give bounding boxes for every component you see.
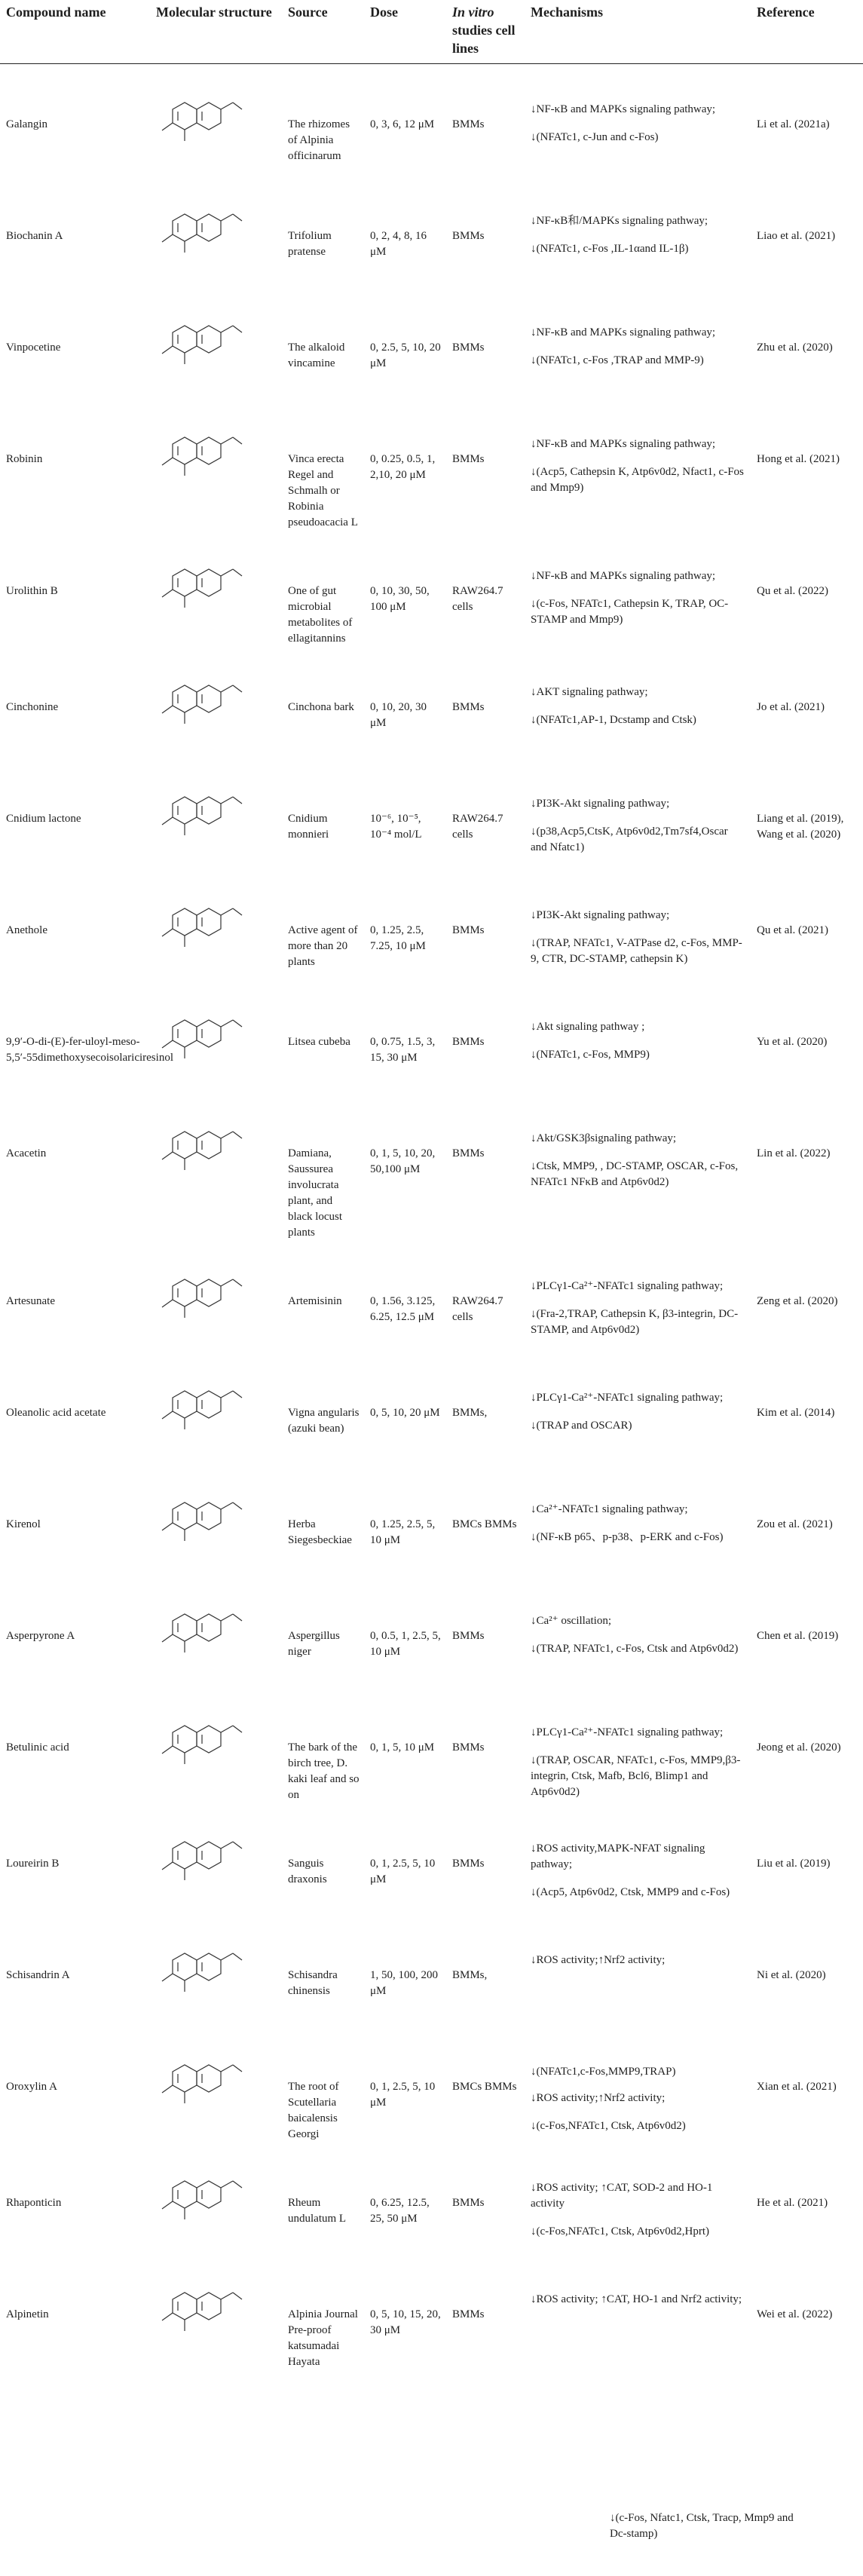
compound-name: Robinin — [6, 452, 43, 465]
compound-name: 9,9′-O-di-(E)-fer-uloyl-meso-5,5′-55dimethoxysecoisolariciresinol — [6, 1035, 173, 1064]
reference: Kim et al. (2014) — [757, 1406, 835, 1419]
mechanisms — [525, 1915, 751, 2026]
compound-name: Cinchonine — [6, 700, 59, 713]
cell-lines: BMMs — [452, 924, 485, 936]
cell-lines: RAW264.7 cells — [452, 812, 503, 841]
chemical-structure-icon — [156, 1604, 246, 1660]
source: Aspergillus niger — [288, 1629, 340, 1658]
compound-name: Cnidium lactone — [6, 812, 81, 825]
mechanism-pathway: ↓PLCγ1-Ca²⁺-NFATc1 signaling pathway; — [531, 1726, 724, 1738]
dose: 0, 5, 10, 15, 20, 30 μM — [370, 2308, 441, 2336]
mechanism-pathway: ↓Ca²⁺ oscillation; — [531, 1614, 611, 1627]
table-row — [0, 647, 863, 758]
mechanism-pathway: ↓ROS activity,MAPK-NFAT signaling pathway; — [531, 1842, 705, 1870]
compound-name: Urolithin B — [6, 584, 58, 597]
chemical-structure-icon — [156, 1270, 246, 1325]
mechanisms — [525, 647, 751, 758]
mechanism-targets: ↓(TRAP, NFATc1, V-ATPase d2, c-Fos, MMP-9, CTR, DC-STAMP, cathepsin K) — [531, 936, 742, 965]
dose: 0, 0.5, 1, 2.5, 5, 10 μM — [370, 1629, 441, 1658]
reference: Hong et al. (2021) — [757, 452, 840, 465]
source: Vigna angularis (azuki bean) — [288, 1406, 360, 1435]
mechanisms — [525, 2143, 751, 2254]
mechanisms — [525, 758, 751, 870]
mechanism-pathway: ↓PI3K-Akt signaling pathway; — [531, 908, 670, 921]
compound-name: Oleanolic acid acetate — [6, 1406, 106, 1419]
dose: 0, 2, 4, 8, 16 μM — [370, 229, 427, 258]
table-row — [0, 287, 863, 399]
mechanism-pathway: ↓Akt/GSK3βsignaling pathway; — [531, 1132, 677, 1144]
mechanism-targets: ↓(TRAP and OSCAR) — [531, 1419, 632, 1432]
molecular-structure — [150, 2026, 282, 2143]
compound-name: Betulinic acid — [6, 1741, 69, 1754]
molecular-structure — [150, 1687, 282, 1803]
table-row — [0, 1093, 863, 1241]
mechanisms — [525, 1803, 751, 1915]
molecular-structure — [150, 758, 282, 870]
reference: Liang et al. (2019), Wang et al. (2020) — [757, 812, 844, 841]
source: The bark of the birch tree, D. kaki leaf and so on — [288, 1741, 360, 1801]
table-row — [0, 531, 863, 647]
table-row — [0, 1687, 863, 1803]
mechanism-pathway: ↓PLCγ1-Ca²⁺-NFATc1 signaling pathway; — [531, 1391, 724, 1404]
compound-name: Biochanin A — [6, 229, 63, 242]
molecular-structure — [150, 1803, 282, 1915]
reference: Liu et al. (2019) — [757, 1857, 831, 1870]
compound-name: Loureirin B — [6, 1857, 60, 1870]
chemical-structure-icon — [156, 2283, 246, 2339]
compound-name: Anethole — [6, 924, 47, 936]
table-row — [0, 1352, 863, 1464]
source: Cnidium monnieri — [288, 812, 329, 841]
chemical-structure-icon — [156, 93, 246, 149]
mechanisms — [525, 2254, 751, 2370]
reference: Chen et al. (2019) — [757, 1629, 839, 1642]
molecular-structure — [150, 1915, 282, 2026]
dose: 0, 10, 30, 50, 100 μM — [370, 584, 430, 613]
compound-name: Asperpyrone A — [6, 1629, 75, 1642]
header-cell-lines-italic: In vitro — [452, 5, 494, 20]
chemical-structure-icon — [156, 1943, 246, 1999]
mechanism-pathway: ↓ROS activity;↑Nrf2 activity; — [531, 2091, 666, 2104]
dose: 1, 50, 100, 200 μM — [370, 1968, 438, 1997]
reference: Qu et al. (2021) — [757, 924, 828, 936]
header-compound-name: Compound name — [0, 0, 150, 64]
mechanisms — [525, 64, 751, 176]
molecular-structure — [150, 1464, 282, 1576]
chemical-structure-icon — [156, 204, 246, 260]
table-row — [0, 176, 863, 287]
header-reference: Reference — [751, 0, 863, 64]
dose: 0, 10, 20, 30 μM — [370, 700, 427, 729]
reference: Yu et al. (2020) — [757, 1035, 828, 1048]
mechanisms — [525, 1576, 751, 1687]
mechanisms — [525, 176, 751, 287]
header-cell-lines — [446, 0, 525, 64]
mechanism-pathway: ↓Ca²⁺-NFATc1 signaling pathway; — [531, 1502, 688, 1515]
mechanism-targets: ↓(Acp5, Atp6v0d2, Ctsk, MMP9 and c-Fos) — [531, 1885, 730, 1898]
mechanisms — [525, 1352, 751, 1464]
cell-lines: BMMs — [452, 1629, 485, 1642]
mechanism-targets: ↓(TRAP, NFATc1, c-Fos, Ctsk and Atp6v0d2) — [531, 1642, 739, 1655]
mechanism-pathway: ↓NF-κB和/MAPKs signaling pathway; — [531, 214, 708, 227]
compound-name: Vinpocetine — [6, 341, 61, 354]
chemical-structure-icon — [156, 427, 246, 483]
reference: He et al. (2021) — [757, 2196, 828, 2209]
source: Trifolium pratense — [288, 229, 332, 258]
reference: Lin et al. (2022) — [757, 1147, 831, 1159]
table-row — [0, 1915, 863, 2026]
mechanisms — [525, 399, 751, 531]
cell-lines: BMCs BMMs — [452, 1518, 517, 1530]
mechanism-pathway: ↓Akt signaling pathway ; — [531, 1020, 645, 1033]
source: Schisandra chinensis — [288, 1968, 338, 1997]
header-source: Source — [282, 0, 364, 64]
molecular-structure — [150, 1352, 282, 1464]
chemical-structure-icon — [156, 2171, 246, 2227]
mechanism-targets: ↓(NFATc1, c-Fos ,IL-1αand IL-1β) — [531, 242, 689, 255]
chemical-structure-icon — [156, 899, 246, 954]
mechanisms — [525, 287, 751, 399]
molecular-structure — [150, 2143, 282, 2254]
chemical-structure-icon — [156, 1381, 246, 1437]
reference: Wei et al. (2022) — [757, 2308, 833, 2320]
cell-lines: RAW264.7 cells — [452, 584, 503, 613]
compound-name: Artesunate — [6, 1294, 55, 1307]
compound-name: Alpinetin — [6, 2308, 49, 2320]
reference: Zhu et al. (2020) — [757, 341, 833, 354]
mechanism-targets: ↓(NFATc1, c-Fos, MMP9) — [531, 1048, 650, 1061]
header-molecular-structure: Molecular structure — [150, 0, 282, 64]
molecular-structure — [150, 64, 282, 176]
reference: Zou et al. (2021) — [757, 1518, 833, 1530]
cell-lines: BMMs, — [452, 1406, 488, 1419]
dose: 0, 1, 2.5, 5, 10 μM — [370, 1857, 436, 1885]
cell-lines: BMMs — [452, 1147, 485, 1159]
mechanism-pathway: ↓PLCγ1-Ca²⁺-NFATc1 signaling pathway; — [531, 1279, 724, 1292]
dose: 10⁻⁶, 10⁻⁵, 10⁻⁴ mol/L — [370, 812, 422, 841]
chemical-structure-icon — [156, 787, 246, 843]
dose: 0, 1, 5, 10, 20, 50,100 μM — [370, 1147, 436, 1175]
dose: 0, 1.25, 2.5, 7.25, 10 μM — [370, 924, 426, 952]
compound-name: Kirenol — [6, 1518, 41, 1530]
header-dose: Dose — [364, 0, 446, 64]
molecular-structure — [150, 870, 282, 982]
source: Active agent of more than 20 plants — [288, 924, 358, 968]
cell-lines: BMMs — [452, 1741, 485, 1754]
mechanism-pathway: ↓NF-κB and MAPKs signaling pathway; — [531, 103, 716, 115]
molecular-structure — [150, 982, 282, 1093]
mechanism-targets: ↓Ctsk, MMP9, , DC-STAMP, OSCAR, c-Fos, NFATc1 NFκB and Atp6v0d2) — [531, 1159, 739, 1188]
cell-lines: BMMs — [452, 118, 485, 130]
molecular-structure — [150, 176, 282, 287]
mechanism-targets: ↓(c-Fos,NFATc1, Ctsk, Atp6v0d2,Hprt) — [531, 2225, 710, 2238]
source: Damiana, Saussurea involucrata plant, and black locust plants — [288, 1147, 343, 1239]
table-row — [0, 2026, 863, 2143]
reference: Jeong et al. (2020) — [757, 1741, 841, 1754]
compound-name: Acacetin — [6, 1147, 47, 1159]
mechanism-pathway: ↓NF-κB and MAPKs signaling pathway; — [531, 569, 716, 582]
cell-lines: BMMs, — [452, 1968, 488, 1981]
trailing-mechanism: ↓(c-Fos, Nfatc1, Ctsk, Tracp, Mmp9 and Dc-stamp) — [610, 2512, 794, 2540]
source: Alpinia Journal Pre-proof katsumadai Hayata — [288, 2308, 358, 2368]
molecular-structure — [150, 1093, 282, 1241]
cell-lines: BMMs — [452, 1035, 485, 1048]
cell-lines: BMMs — [452, 452, 485, 465]
mechanism-pathway: ↓NF-κB and MAPKs signaling pathway; — [531, 326, 716, 338]
table-row — [0, 1241, 863, 1352]
compound-name: Galangin — [6, 118, 47, 130]
mechanism-targets: ↓(NFATc1,AP-1, Dcstamp and Ctsk) — [531, 713, 696, 726]
molecular-structure — [150, 399, 282, 531]
cell-lines: BMCs BMMs — [452, 2080, 517, 2093]
compound-name: Oroxylin A — [6, 2080, 57, 2093]
source: Cinchona bark — [288, 700, 354, 713]
chemical-structure-icon — [156, 316, 246, 372]
chemical-structure-icon — [156, 2055, 246, 2111]
mechanism-pathway: ↓ROS activity;↑Nrf2 activity; — [531, 1953, 666, 1966]
mechanism-pathway: ↓ROS activity; ↑CAT, HO-1 and Nrf2 activity; — [531, 2293, 742, 2305]
dose: 0, 1, 2.5, 5, 10 μM — [370, 2080, 436, 2109]
chemical-structure-icon — [156, 559, 246, 615]
mechanisms — [525, 1093, 751, 1241]
compound-name: Rhaponticin — [6, 2196, 62, 2209]
mechanism-targets: ↓(c-Fos, NFATc1, Cathepsin K, TRAP, OC-STAMP and Mmp9) — [531, 597, 729, 626]
source: Artemisinin — [288, 1294, 342, 1307]
mechanism-targets: ↓(c-Fos,NFATc1, Ctsk, Atp6v0d2) — [531, 2119, 686, 2132]
table-row — [0, 2254, 863, 2370]
reference: Li et al. (2021a) — [757, 118, 830, 130]
cell-lines: BMMs — [452, 2196, 485, 2209]
mechanisms — [525, 870, 751, 982]
table-row — [0, 2143, 863, 2254]
mechanism-targets: ↓(TRAP, OSCAR, NFATc1, c-Fos, MMP9,β3-integrin, Ctsk, Mafb, Bcl6, Blimp1 and Atp6v0d2) — [531, 1754, 741, 1798]
cell-lines: BMMs — [452, 700, 485, 713]
reference: Liao et al. (2021) — [757, 229, 836, 242]
molecular-structure — [150, 2254, 282, 2370]
dose: 0, 2.5, 5, 10, 20 μM — [370, 341, 441, 369]
mechanisms — [525, 1687, 751, 1803]
compound-name: Schisandrin A — [6, 1968, 70, 1981]
mechanism-pathway: ↓NF-κB and MAPKs signaling pathway; — [531, 437, 716, 450]
mechanism-targets: ↓(Fra-2,TRAP, Cathepsin K, β3-integrin, DC-STAMP, and Atp6v0d2) — [531, 1307, 739, 1336]
table-row — [0, 1576, 863, 1687]
table-row — [0, 64, 863, 176]
table-row — [0, 1464, 863, 1576]
chemical-structure-icon — [156, 1832, 246, 1888]
cell-lines: BMMs — [452, 1857, 485, 1870]
mechanism-pre: ↓(NFATc1,c-Fos,MMP9,TRAP) — [531, 2065, 676, 2078]
mechanisms — [525, 982, 751, 1093]
table-row — [0, 982, 863, 1093]
table-row — [0, 399, 863, 531]
mechanism-pathway: ↓AKT signaling pathway; — [531, 685, 648, 698]
source: Sanguis draxonis — [288, 1857, 327, 1885]
reference: Jo et al. (2021) — [757, 700, 825, 713]
cell-lines: RAW264.7 cells — [452, 1294, 503, 1323]
dose: 0, 1, 5, 10 μM — [370, 1741, 435, 1754]
cell-lines: BMMs — [452, 229, 485, 242]
chemical-structure-icon — [156, 675, 246, 731]
reference: Xian et al. (2021) — [757, 2080, 837, 2093]
reference: Ni et al. (2020) — [757, 1968, 826, 1981]
chemical-structure-icon — [156, 1122, 246, 1178]
molecular-structure — [150, 1241, 282, 1352]
mechanisms — [525, 1464, 751, 1576]
mechanism-targets: ↓(NF-κB p65、p-p38、p-ERK and c-Fos) — [531, 1530, 724, 1543]
molecular-structure — [150, 287, 282, 399]
source: The root of Scutellaria baicalensis Georgi — [288, 2080, 339, 2140]
mechanisms — [525, 1241, 751, 1352]
mechanism-targets: ↓(p38,Acp5,CtsK, Atp6v0d2,Tm7sf4,Oscar and Nfatc1) — [531, 825, 728, 853]
dose: 0, 1.56, 3.125, 6.25, 12.5 μM — [370, 1294, 436, 1323]
chemical-structure-icon — [156, 1716, 246, 1772]
chemical-structure-icon — [156, 1493, 246, 1548]
dose: 0, 5, 10, 20 μM — [370, 1406, 440, 1419]
source: Rheum undulatum L — [288, 2196, 347, 2225]
source: The alkaloid vincamine — [288, 341, 345, 369]
molecular-structure — [150, 647, 282, 758]
mechanism-targets: ↓(NFATc1, c-Fos ,TRAP and MMP-9) — [531, 354, 704, 366]
table-row — [0, 870, 863, 982]
source: One of gut microbial metabolites of ellagitannins — [288, 584, 353, 645]
mechanism-pathway: ↓PI3K-Akt signaling pathway; — [531, 797, 670, 810]
molecular-structure — [150, 1576, 282, 1687]
header-mechanisms: Mechanisms — [525, 0, 751, 64]
reference: Zeng et al. (2020) — [757, 1294, 838, 1307]
dose: 0, 6.25, 12.5, 25, 50 μM — [370, 2196, 430, 2225]
dose: 0, 3, 6, 12 μM — [370, 118, 435, 130]
source: Herba Siegesbeckiae — [288, 1518, 352, 1546]
mechanism-pathway: ↓ROS activity; ↑CAT, SOD-2 and HO-1 activity — [531, 2181, 713, 2210]
mechanism-targets: ↓(NFATc1, c-Jun and c-Fos) — [531, 131, 659, 143]
cell-lines: BMMs — [452, 341, 485, 354]
source: The rhizomes of Alpinia officinarum — [288, 118, 350, 162]
dose: 0, 0.75, 1.5, 3, 15, 30 μM — [370, 1035, 436, 1064]
reference: Qu et al. (2022) — [757, 584, 828, 597]
source: Vinca erecta Regel and Schmalh or Robinia pseudoacacia L — [288, 452, 358, 528]
mechanism-targets: ↓(Acp5, Cathepsin K, Atp6v0d2, Nfact1, c-Fos and Mmp9) — [531, 465, 744, 494]
table-row — [0, 758, 863, 870]
table-row — [0, 1803, 863, 1915]
mechanisms — [525, 2026, 751, 2143]
header-row — [0, 0, 863, 64]
mechanisms — [525, 531, 751, 647]
cell-lines: BMMs — [452, 2308, 485, 2320]
dose: 0, 1.25, 2.5, 5, 10 μM — [370, 1518, 436, 1546]
header-cell-lines-rest: studies cell lines — [452, 23, 516, 56]
molecular-structure — [150, 531, 282, 647]
source: Litsea cubeba — [288, 1035, 350, 1048]
dose: 0, 0.25, 0.5, 1, 2,10, 20 μM — [370, 452, 436, 481]
